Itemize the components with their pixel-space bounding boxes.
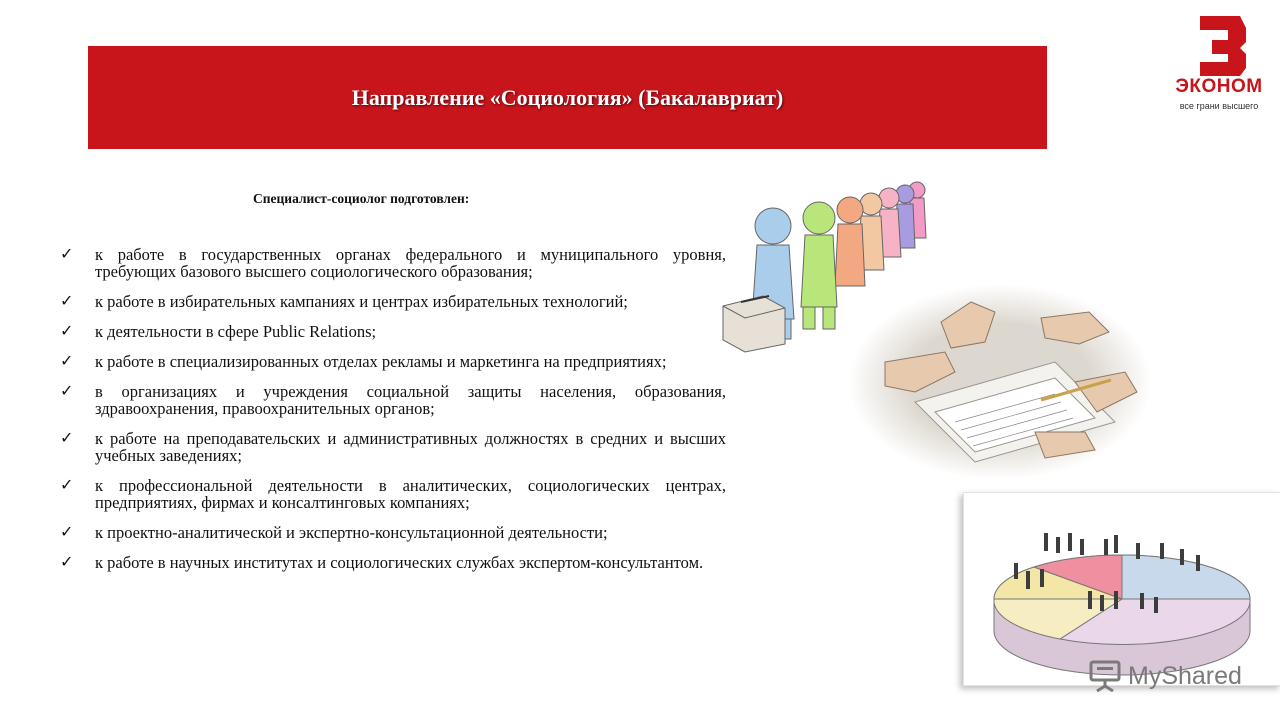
- list-item: ✓ к работе в научных институтах и социологических службах экспертом-консультантом.: [60, 552, 704, 572]
- logo-tagline: все грани высшего: [1179, 101, 1259, 111]
- list-item: ✓ в организациях и учреждения социальной защиты населения, образования, здравоохранения, правоохранительных органов;: [60, 381, 726, 418]
- list-item: ✓ к профессиональной деятельности в аналитических, социологических центрах, предприятиях, фирмах и консалтинговых компаниях;: [60, 475, 726, 512]
- list-item: ✓ к работе в государственных органах федерального и муниципального уровня, требующих базового высшего социологического образования;: [60, 244, 726, 281]
- page-title: Направление «Социология» (Бакалавриат): [351, 84, 784, 110]
- checkmark-icon: ✓: [60, 428, 74, 447]
- list-item: ✓ к работе в специализированных отделах рекламы и маркетинга на предприятиях;: [60, 351, 667, 371]
- competency-list: [60, 246, 726, 584]
- checkmark-icon: ✓: [60, 381, 74, 400]
- checkmark-icon: ✓: [60, 522, 74, 541]
- title-banner: [88, 46, 1047, 149]
- section-subtitle: Специалист-социолог подготовлен:: [253, 191, 470, 206]
- list-item: ✓ к работе на преподавательских и административных должностях в средних и высших учебных заведениях;: [60, 428, 726, 465]
- business-meeting-illustration: [845, 282, 1155, 482]
- presentation-icon: [1088, 660, 1122, 692]
- watermark: [1088, 658, 1242, 694]
- watermark-text: MyShared: [1128, 661, 1242, 690]
- brand-logo: [1160, 14, 1278, 114]
- logo-name: ЭКОНОМ: [1175, 76, 1263, 97]
- checkmark-icon: ✓: [60, 475, 74, 494]
- list-item: ✓ к работе в избирательных кампаниях и центрах избирательных технологий;: [60, 291, 628, 311]
- list-item: ✓ к проектно-аналитической и экспертно-консультационной деятельности;: [60, 522, 608, 542]
- pie-chart-illustration-frame: [963, 492, 1280, 686]
- list-item: ✓ к деятельности в сфере Public Relations;: [60, 321, 377, 341]
- pie-people-illustration: [964, 493, 1280, 685]
- checkmark-icon: ✓: [60, 351, 74, 370]
- logo-mark-icon: [1160, 14, 1278, 78]
- checkmark-icon: ✓: [60, 244, 74, 263]
- checkmark-icon: ✓: [60, 291, 74, 310]
- checkmark-icon: ✓: [60, 552, 74, 571]
- checkmark-icon: ✓: [60, 321, 74, 340]
